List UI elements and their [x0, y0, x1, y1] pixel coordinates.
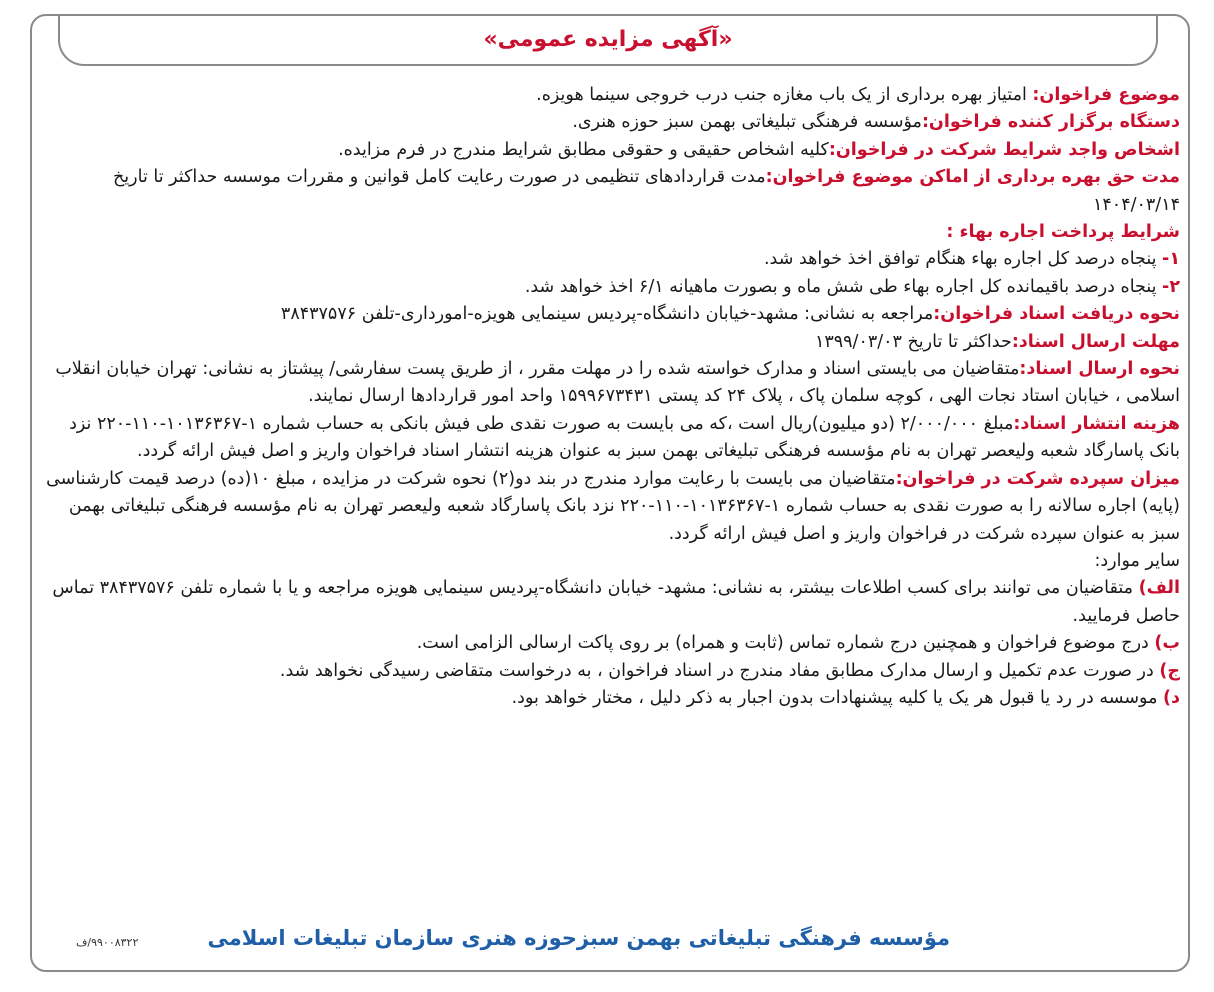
deposit-line [44, 466, 1180, 548]
organizer-text: مؤسسه فرهنگی تبلیغاتی بهمن سبز حوزه هنری. [572, 112, 922, 133]
other-item-marker: الف) [1138, 578, 1180, 599]
subject-line [44, 82, 1180, 109]
payment-item-number: ۱- [1162, 249, 1180, 270]
footer-code: ۹۹۰۰۸۳۲۲/ف [76, 936, 139, 949]
payment-item [44, 274, 1180, 301]
deadline-text: حداکثر تا تاریخ ۱۳۹۹/۰۳/۰۳ [814, 331, 1012, 352]
other-item [44, 658, 1180, 685]
payment-item-text: پنجاه درصد باقیمانده کل اجاره بهاء طی شش ماه و بصورت ماهیانه ۶/۱ اخذ خواهد شد. [524, 276, 1163, 297]
payment-item-text: پنجاه درصد کل اجاره بهاء هنگام توافق اخذ خواهد شد. [763, 249, 1163, 270]
deposit-text: متقاضیان می بایست با رعایت موارد مندرج در بند دو(۲) نحوه شرکت در مزایده ، مبلغ ۱۰(ده) درصد قیمت کارشناسی (پایه) اجاره سالانه را به صورت نقدی به حساب شماره ۱-۱۰۱۳۶۳۶۷-۱۱۰-۲۲۰ نزد بانک پاسارگاد شعبه ولیعصر تهران به نام مؤسسه فرهنگی تبلیغاتی بهمن سبز به عنوان سپرده شرکت در فراخوان واریز و اصل فیش ارائه گردد. [46, 468, 1180, 544]
deadline-label: مهلت ارسال اسناد: [1011, 331, 1180, 352]
other-label: سایر موارد: [1094, 550, 1180, 571]
organizer-line [44, 109, 1180, 136]
duration-text: مدت قراردادهای تنظیمی در صورت رعایت کامل قوانین و مقررات موسسه حداکثر تا تاریخ ۱۴۰۴/۰۳/۱۴ [113, 167, 1180, 215]
eligible-label: اشخاص واجد شرایط شرکت در فراخوان: [828, 139, 1180, 160]
footer-organization: مؤسسه فرهنگی تبلیغاتی بهمن سبزحوزه هنری سازمان تبلیغات اسلامی [207, 926, 950, 950]
other-item-text: در صورت عدم تکمیل و ارسال مدارک مطابق مفاد مندرج در اسناد فراخوان ، به درخواست متقاضی رسیدگی نخواهد شد. [279, 660, 1160, 681]
sending-text: متقاضیان می بایستی اسناد و مدارک خواسته شده را در مهلت مقرر ، از طریق پست سفارشی/ پیشتاز به نشانی: تهران خیابان انقلاب اسلامی ، خیابان استاد نجات الهی ، کوچه سلمان پاک ، پلاک ۲۴ کد پستی ۱۵۹۹۶۷۳۴۳۱ واحد امور قراردادها ارسال نمایند. [55, 359, 1180, 407]
other-item-marker: د) [1163, 687, 1180, 708]
other-item-marker: ج) [1159, 660, 1180, 681]
payment-label: شرایط پرداخت اجاره بهاء : [946, 222, 1180, 243]
eligible-line [44, 137, 1180, 164]
duration-label: مدت حق بهره برداری از اماکن موضوع فراخوان: [765, 167, 1180, 188]
other-item [44, 575, 1180, 630]
other-item-text: موسسه در رد یا قبول هر یک یا کلیه پیشنهادات بدون اجبار به ذکر دلیل ، مختار خواهد بود. [511, 687, 1164, 708]
ad-title: «آگهی مزایده عمومی» [483, 26, 733, 52]
deposit-label: میزان سپرده شرکت در فراخوان: [895, 468, 1180, 489]
subject-text: امتیاز بهره برداری از یک باب مغازه جنب درب خروجی سینما هویزه. [536, 85, 1033, 105]
docs-receipt-label: نحوه دریافت اسناد فراخوان: [933, 304, 1180, 325]
ad-footer [44, 926, 1180, 966]
payment-heading [44, 219, 1180, 246]
subject-label: موضوع فراخوان: [1032, 85, 1180, 105]
sending-line [44, 356, 1180, 411]
other-item [44, 630, 1180, 657]
sending-label: نحوه ارسال اسناد: [1019, 359, 1180, 380]
other-item-marker: ب) [1154, 633, 1180, 654]
fee-text: مبلغ ۲/۰۰۰/۰۰۰ (دو میلیون)ریال است ،که می بایست به صورت نقدی طی فیش بانکی به حساب شماره ۱-۱۰۱۳۶۳۶۷-۱۱۰-۲۲۰ نزد بانک پاسارگاد شعبه ولیعصر تهران به نام مؤسسه فرهنگی تبلیغاتی بهمن سبز به عنوان هزینه انتشار اسناد فراخوان واریز و اصل فیش ارائه گردد. [69, 413, 1180, 462]
other-item-text: درج موضوع فراخوان و همچنین درج شماره تماس (ثابت و همراه) بر روی پاکت ارسالی الزامی است. [416, 633, 1155, 654]
payment-item-number: ۲- [1162, 276, 1180, 297]
fee-line [44, 411, 1180, 466]
ad-body [44, 82, 1180, 712]
docs-receipt-line [44, 301, 1180, 328]
fee-label: هزینه انتشار اسناد: [1013, 413, 1180, 434]
eligible-text: کلیه اشخاص حقیقی و حقوقی مطابق شرایط مندرج در فرم مزایده. [338, 139, 829, 160]
other-item [44, 685, 1180, 712]
title-box [58, 14, 1158, 66]
duration-line [44, 164, 1180, 219]
other-item-text: متقاضیان می توانند برای کسب اطلاعات بیشتر، به نشانی: مشهد- خیابان دانشگاه-پردیس سینمایی هویزه مراجعه و یا با شماره تلفن ۳۸۴۳۷۵۷۶ تماس حاصل فرمایید. [52, 578, 1180, 626]
docs-receipt-text: مراجعه به نشانی: مشهد-خیابان دانشگاه-پردیس سینمایی هویزه-امورداری-تلفن ۳۸۴۳۷۵۷۶ [280, 304, 934, 325]
deadline-line [44, 329, 1180, 356]
organizer-label: دستگاه برگزار کننده فراخوان: [921, 112, 1180, 133]
payment-item [44, 246, 1180, 273]
other-heading [44, 548, 1180, 575]
